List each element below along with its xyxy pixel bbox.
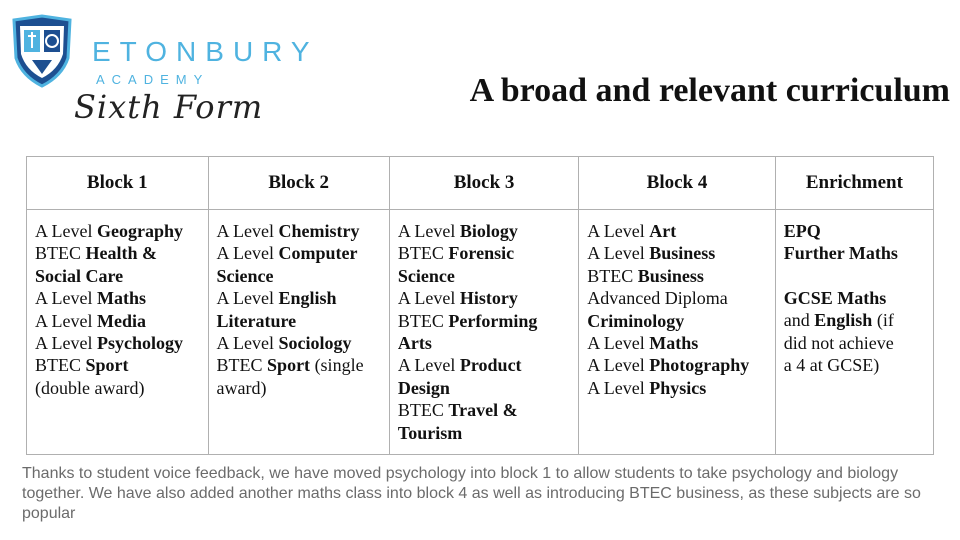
qualification-text: (if: [872, 310, 894, 331]
qualification-text: A Level: [397, 288, 460, 309]
logo-script: Sixth Form: [74, 88, 264, 126]
subject-name: Sport: [85, 355, 129, 376]
cell-line: [217, 310, 381, 332]
column-header: Block 2: [208, 157, 389, 210]
cell-line: [217, 220, 381, 242]
cell-line: [35, 287, 200, 309]
cell-line: [217, 265, 381, 287]
subject-name: Forensic: [448, 243, 515, 264]
subject-name: History: [459, 288, 518, 309]
cell-line: [398, 399, 570, 421]
cell-line: [35, 242, 200, 264]
cell-line: [784, 287, 925, 309]
subject-name: Computer: [278, 243, 358, 264]
subject-name: English: [814, 310, 873, 331]
cell-line: [35, 310, 200, 332]
table-row: [27, 210, 934, 455]
qualification-text: BTEC: [397, 310, 449, 331]
column-header: Block 4: [579, 157, 776, 210]
qualification-text: A Level: [35, 310, 97, 331]
cell-line: [784, 242, 925, 264]
qualification-text: award): [216, 377, 267, 398]
school-logo: [10, 12, 330, 126]
qualification-text: A Level: [35, 221, 97, 241]
cell-line: [587, 242, 767, 264]
qualification-text: (double award): [35, 377, 145, 398]
cell-line: [398, 377, 570, 399]
logo-wordmark: ETONBURY: [92, 36, 319, 67]
subject-name: Business: [649, 243, 716, 264]
cell-spacer: [784, 265, 925, 287]
subject-name: Health &: [85, 243, 158, 264]
cell-line: [587, 220, 767, 242]
qualification-text: did not achieve: [783, 332, 894, 353]
subject-name: Tourism: [397, 422, 463, 443]
cell-line: [784, 354, 925, 376]
cell-line: [784, 309, 925, 331]
cell-line: [217, 332, 381, 354]
cell-line: [35, 354, 200, 376]
cell-line: [587, 332, 767, 354]
cell-line: [398, 332, 570, 354]
subject-name: Business: [637, 265, 704, 286]
subject-name: Chemistry: [278, 221, 360, 241]
subject-name: English: [278, 288, 337, 309]
qualification-text: A Level: [587, 243, 650, 264]
block-cell: [775, 210, 933, 455]
subject-name: Sociology: [278, 333, 352, 354]
subject-name: Literature: [216, 310, 297, 331]
qualification-text: A Level: [397, 355, 460, 376]
qualification-text: BTEC: [35, 355, 86, 376]
cell-line: [398, 422, 570, 444]
qualification-text: (single: [310, 355, 364, 376]
qualification-text: A Level: [35, 288, 97, 309]
block-cell: [389, 210, 578, 455]
subject-name: Social Care: [35, 265, 124, 286]
cell-line: [784, 332, 925, 354]
qualification-text: A Level: [587, 377, 650, 398]
cell-line: [398, 354, 570, 376]
subject-name: Psychology: [96, 333, 183, 354]
qualification-text: A Level: [216, 243, 279, 264]
cell-line: [217, 354, 381, 376]
qualification-text: A Level: [216, 333, 279, 354]
cell-line: [398, 242, 570, 264]
table-header-row: [27, 157, 934, 210]
footer-note: Thanks to student voice feedback, we have moved psychology into block 1 to allow students to take psychology and biology together. We have also added another maths class into block 4 as well as introducing BTEC business, as these subjects are so popular: [22, 465, 921, 522]
subject-name: Design: [397, 377, 450, 398]
column-header: Block 1: [27, 157, 209, 210]
cell-line: [217, 377, 381, 399]
subject-name: GCSE Maths: [783, 287, 887, 308]
block-cell: [27, 210, 209, 455]
cell-line: [784, 220, 925, 242]
subject-name: Biology: [459, 221, 518, 241]
cell-line: [398, 287, 570, 309]
cell-line: [35, 220, 200, 242]
qualification-text: A Level: [216, 288, 279, 309]
subject-name: Further Maths: [783, 243, 898, 264]
qualification-text: BTEC: [35, 243, 86, 264]
subject-name: Geography: [96, 221, 183, 241]
column-header: Enrichment: [775, 157, 933, 210]
cell-line: [398, 220, 570, 242]
qualification-text: and: [783, 310, 815, 331]
subject-name: Science: [397, 265, 455, 286]
cell-line: [587, 377, 767, 399]
qualification-text: BTEC: [397, 400, 449, 421]
qualification-text: A Level: [35, 333, 97, 354]
cell-line: [35, 377, 200, 399]
subject-name: Criminology: [587, 310, 685, 331]
subject-name: Travel &: [448, 400, 518, 421]
subject-name: Physics: [649, 377, 707, 398]
subject-name: Maths: [649, 333, 699, 354]
qualification-text: A Level: [587, 355, 650, 376]
subject-name: Product: [459, 355, 522, 376]
curriculum-table: [26, 156, 934, 455]
qualification-text: A Level: [587, 333, 650, 354]
qualification-text: A Level: [397, 221, 460, 241]
subject-name: Photography: [649, 355, 750, 376]
column-header: Block 3: [389, 157, 578, 210]
logo-subtitle: ACADEMY: [96, 72, 210, 87]
qualification-text: Advanced Diploma: [587, 288, 728, 309]
block-cell: [208, 210, 389, 455]
cell-line: [398, 265, 570, 287]
cell-line: [217, 242, 381, 264]
qualification-text: BTEC: [216, 355, 268, 376]
qualification-text: a 4 at GCSE): [783, 355, 880, 376]
qualification-text: A Level: [587, 221, 650, 241]
subject-name: Arts: [397, 333, 432, 354]
qualification-text: A Level: [216, 221, 279, 241]
cell-line: [35, 265, 200, 287]
subject-name: Science: [216, 265, 274, 286]
cell-line: [398, 310, 570, 332]
cell-line: [217, 287, 381, 309]
subject-name: Sport: [267, 355, 311, 376]
block-cell: [579, 210, 776, 455]
subject-name: EPQ: [783, 221, 821, 241]
subject-name: Art: [649, 221, 677, 241]
subject-name: Maths: [96, 288, 146, 309]
page-title: A broad and relevant curriculum: [469, 72, 950, 109]
subject-name: Performing: [448, 310, 538, 331]
cell-line: [587, 354, 767, 376]
shield-crest-icon: [10, 14, 74, 88]
qualification-text: BTEC: [587, 265, 638, 286]
cell-line: [587, 287, 767, 309]
qualification-text: BTEC: [397, 243, 449, 264]
cell-line: [587, 310, 767, 332]
cell-line: [587, 265, 767, 287]
cell-line: [35, 332, 200, 354]
subject-name: Media: [96, 310, 146, 331]
